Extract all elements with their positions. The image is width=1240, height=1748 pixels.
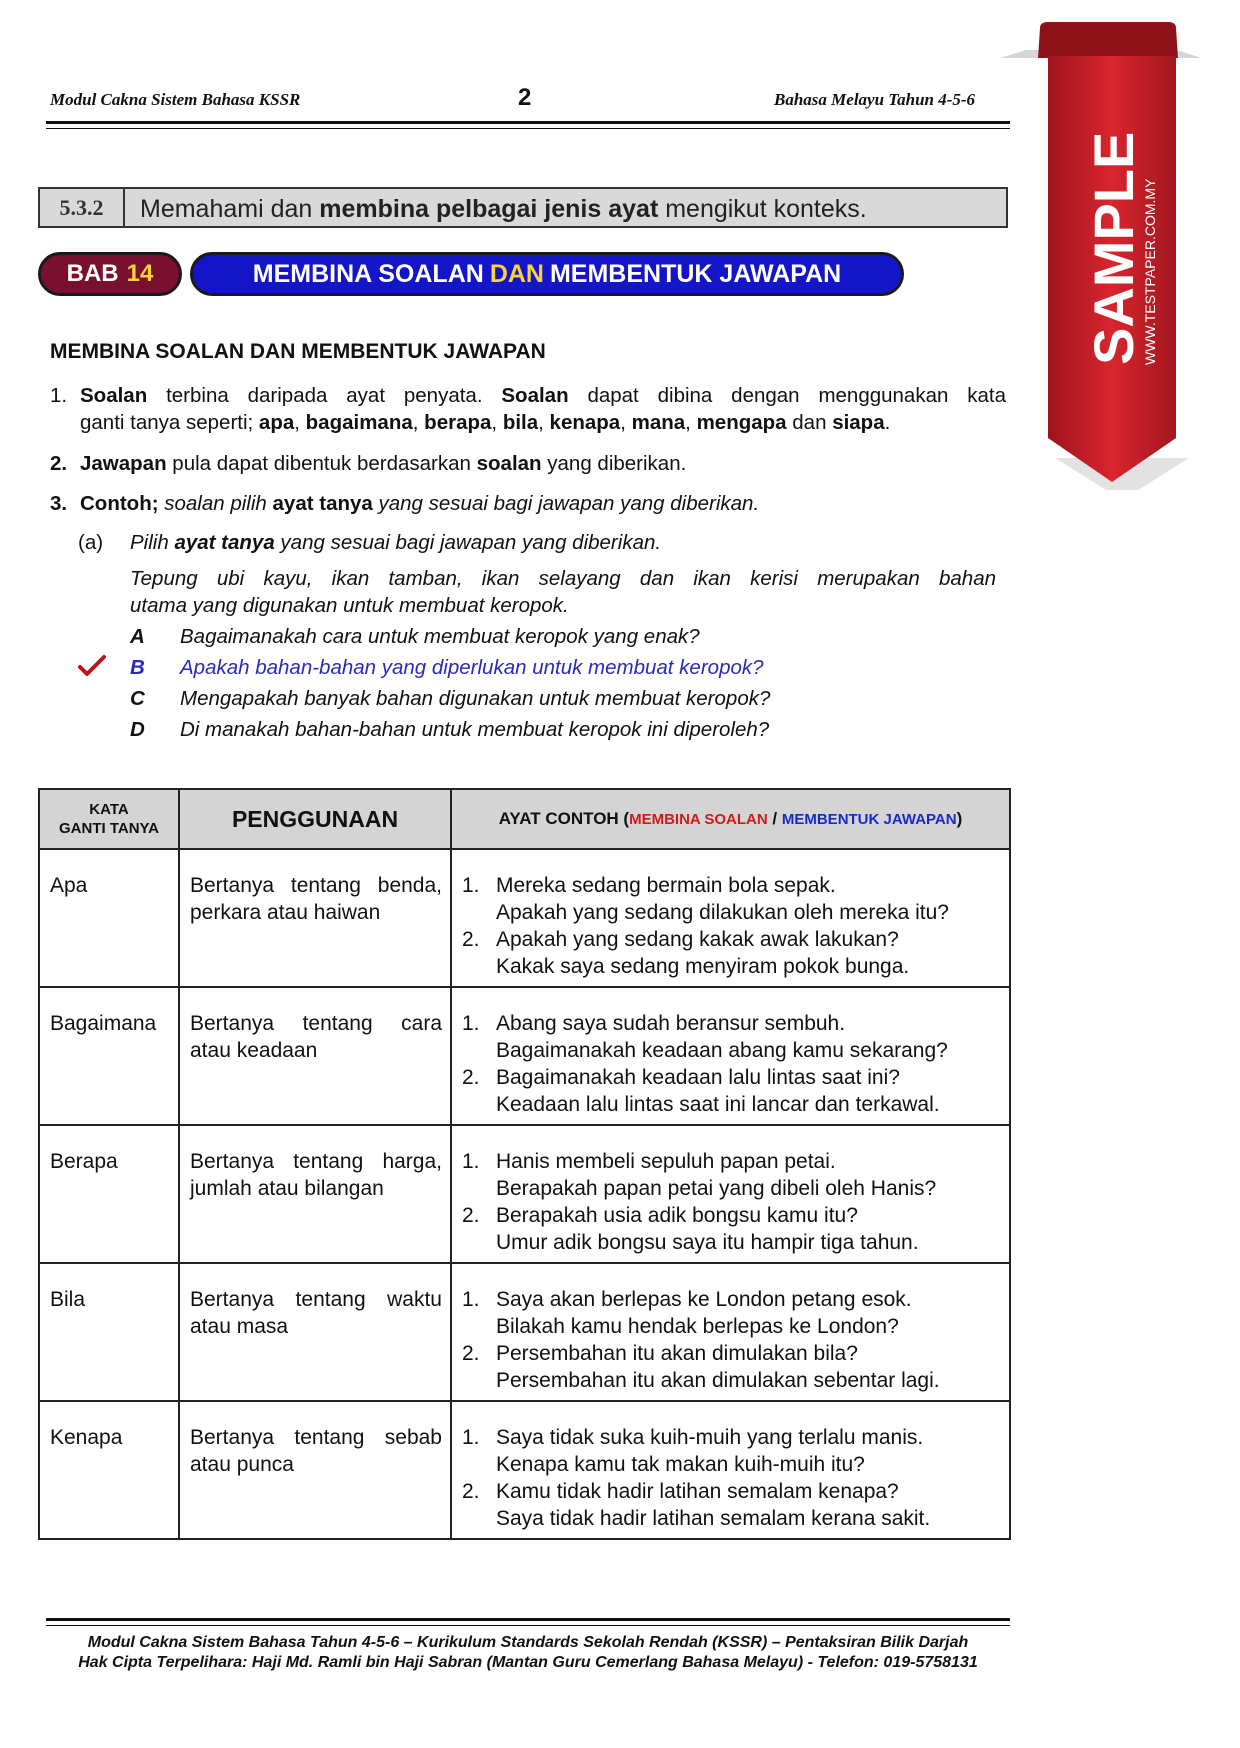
header-penggunaan: PENGGUNAAN	[179, 789, 451, 849]
example-cell: 1. Saya akan berlepas ke London petang esok. Bilakah kamu hendak berlepas ke London? 2. Persembahan itu akan dimulakan bila? Persembahan itu akan dimulakan sebentar lagi.	[451, 1263, 1010, 1401]
chapter-title-banner: MEMBINA SOALAN DAN MEMBENTUK JAWAPAN	[190, 252, 904, 296]
usage-cell: Bertanya tentang waktu atau masa	[179, 1263, 451, 1401]
table-row	[39, 1401, 1010, 1539]
option-a: A Bagaimanakah cara untuk membuat keropok yang enak?	[130, 625, 700, 648]
example-cell: 1. Mereka sedang bermain bola sepak. Apakah yang sedang dilakukan oleh mereka itu? 2. Apakah yang sedang kakak awak lakukan? Kakak saya sedang menyiram pokok bunga.	[451, 849, 1010, 987]
ribbon-url: WWW.TESTPAPER.COM.MY	[1142, 178, 1158, 365]
question-word: Kenapa	[39, 1401, 179, 1539]
option-d: D Di manakah bahan-bahan untuk membuat keropok ini diperoleh?	[130, 718, 770, 741]
point-1: 1. Soalan terbina daripada ayat penyata. Soalan dapat dibina dengan menggunakan kata ganti tanya seperti; apa, bagaimana, berapa, bila, kenapa, mana, mengapa dan siapa.	[50, 384, 1006, 434]
footer-line-1: Modul Cakna Sistem Bahasa Tahun 4-5-6 – Kurikulum Standards Sekolah Rendah (KSSR) – Pentaksiran Bilik Darjah	[87, 1634, 969, 1651]
table-row	[39, 1125, 1010, 1263]
usage-cell: Bertanya tentang sebab atau punca	[179, 1401, 451, 1539]
option-c: C Mengapakah banyak bahan digunakan untuk membuat keropok?	[130, 687, 771, 710]
chapter-badge: BAB 14	[38, 252, 182, 296]
table-row	[39, 1263, 1010, 1401]
content-heading: MEMBINA SOALAN DAN MEMBENTUK JAWAPAN	[50, 340, 546, 363]
footer-rule	[46, 1618, 1010, 1621]
sample-text: SAMPLE	[1082, 131, 1145, 365]
question-word-table	[38, 788, 1011, 1540]
question-word: Bagaimana	[39, 987, 179, 1125]
page-number: 2	[518, 84, 532, 111]
table-row	[39, 849, 1010, 987]
example-cell: 1. Abang saya sudah beransur sembuh. Bagaimanakah keadaan abang kamu sekarang? 2. Bagaimanakah keadaan lalu lintas saat ini? Keadaan lalu lintas saat ini lancar dan terkawal.	[451, 987, 1010, 1125]
option-b: B Apakah bahan-bahan yang diperlukan untuk membuat keropok?	[130, 656, 764, 679]
section-text: Memahami dan membina pelbagai jenis ayat mengikut konteks.	[140, 195, 867, 223]
question-word: Berapa	[39, 1125, 179, 1263]
table-row	[39, 987, 1010, 1125]
header-subject: Bahasa Melayu Tahun 4-5-6	[774, 90, 976, 109]
header-rule	[46, 121, 1010, 124]
question-word: Bila	[39, 1263, 179, 1401]
table-header-row	[39, 789, 1010, 849]
header-rule-thin	[46, 128, 1010, 129]
header-kata-ganti-tanya: KATA GANTI TANYA	[39, 789, 179, 849]
usage-cell: Bertanya tentang harga, jumlah atau bilangan	[179, 1125, 451, 1263]
example-cell: 1. Hanis membeli sepuluh papan petai. Berapakah papan petai yang dibeli oleh Hanis? 2. Berapakah usia adik bongsu kamu itu? Umur adik bongsu saya itu hampir tiga tahun.	[451, 1125, 1010, 1263]
checkmark-icon	[78, 655, 106, 677]
point-3: 3. Contoh; soalan pilih ayat tanya yang sesuai bagi jawapan yang diberikan.	[50, 492, 760, 515]
usage-cell: Bertanya tentang cara atau keadaan	[179, 987, 451, 1125]
section-bar	[38, 187, 1008, 228]
header-ayat-contoh: AYAT CONTOH (MEMBINA SOALAN / MEMBENTUK JAWAPAN)	[451, 789, 1010, 849]
footer-rule-thin	[46, 1625, 1010, 1626]
header-module-title: Modul Cakna Sistem Bahasa KSSR	[50, 90, 301, 109]
question-word: Apa	[39, 849, 179, 987]
usage-cell: Bertanya tentang benda, perkara atau haiwan	[179, 849, 451, 987]
example-cell: 1. Saya tidak suka kuih-muih yang terlalu manis. Kenapa kamu tak makan kuih-muih itu? 2. Kamu tidak hadir latihan semalam kenapa? Saya tidak hadir latihan semalam kerana sakit.	[451, 1401, 1010, 1539]
footer-line-2: Hak Cipta Terpelihara: Haji Md. Ramli bin Haji Sabran (Mantan Guru Cemerlang Bahasa Melayu) - Telefon: 019-5758131	[78, 1654, 978, 1671]
section-number: 5.3.2	[40, 189, 125, 226]
example-passage: Tepung ubi kayu, ikan tamban, ikan selayang dan ikan kerisi merupakan bahan utama yang digunakan untuk membuat keropok.	[130, 567, 996, 617]
sample-ribbon	[1000, 20, 1220, 490]
point-2: 2. Jawapan pula dapat dibentuk berdasarkan soalan yang diberikan.	[50, 452, 687, 475]
example-instruction: (a) Pilih ayat tanya yang sesuai bagi jawapan yang diberikan.	[78, 531, 662, 554]
